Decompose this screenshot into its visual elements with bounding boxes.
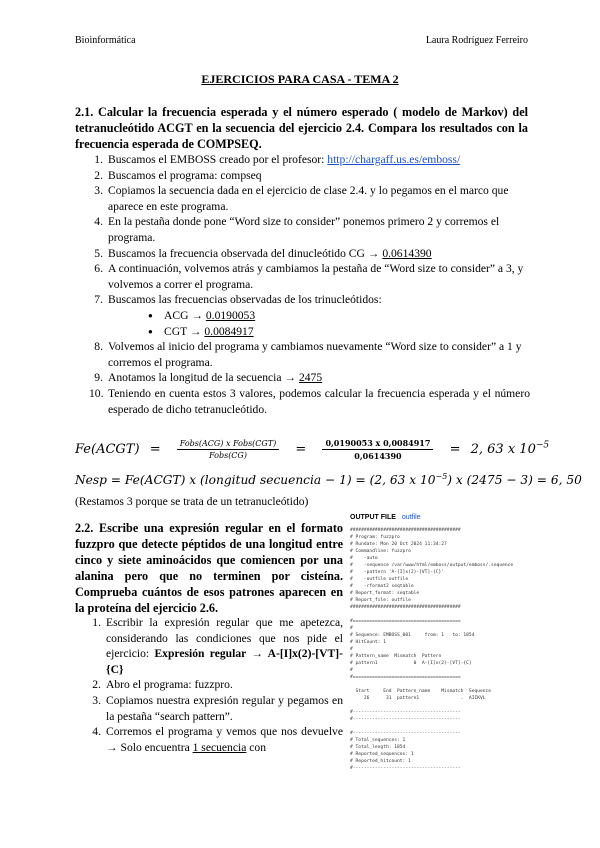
- output-file-label: OUTPUT FILE outfile: [350, 514, 421, 521]
- output-line: # -rformat2 seqtable: [350, 584, 414, 589]
- section1-steps: [75, 152, 530, 417]
- output-line: #: [350, 668, 353, 673]
- list-item: 1. Buscamos el EMBOSS creado por el profesor: http://chargaff.us.es/emboss/: [94, 153, 461, 166]
- output-line: # pattern1 0 A-[I]x(2)-[VT]-{C}: [350, 661, 472, 666]
- output-line: # -auto: [350, 556, 378, 561]
- list-item: 6. A continuación, volvemos atrás y cambiamos la pestaña de “Word size to consider” a 3, y volvemos a correr el programa.: [94, 262, 524, 291]
- output-line: Start End Pattern_name Mismatch Sequence: [350, 689, 492, 694]
- list-item: 8. Volvemos al inicio del programa y cambiamos nuevamente “Word size to consider” a 1 y corremos el programa.: [94, 340, 522, 369]
- section2-heading: 2.2. Escribe una expresión regular en el formato fuzzpro que detecte péptidos de una longitud entre cinco y siete aminoácidos que comiencen por una alanina pero que no terminen por cisteína. Comprueba cuántos de esos patrones aparecen en la proteína del ejercicio 2.6.: [75, 521, 343, 615]
- section2-steps: [75, 615, 343, 755]
- output-line: # Rundate: Mon 20 Oct 2024 11:34:27: [350, 542, 447, 547]
- output-file-content: [350, 527, 530, 772]
- list-item: 10. Teniendo en cuenta estos 3 valores, podemos calcular la frecuencia esperada y el número esperado de dicho tetranucleótido.: [89, 386, 530, 416]
- output-line: # Report_file: outfile: [350, 598, 411, 603]
- header-left: Bioinformática: [75, 35, 136, 46]
- output-line: #---------------------------------------: [350, 731, 461, 736]
- output-line: #---------------------------------------: [350, 766, 461, 771]
- output-line: #---------------------------------------: [350, 710, 461, 715]
- outfile-link[interactable]: outfile: [401, 514, 421, 521]
- emboss-link[interactable]: http://chargaff.us.es/emboss/: [327, 153, 461, 166]
- output-line: #=======================================: [350, 619, 461, 624]
- output-line: # Commandline: fuzzpro: [350, 549, 411, 554]
- fraction-symbolic: $\frac{\text{Fobs(ACG) x Fobs(CGT)}}{\text{Fobs(CG)}}$: [177, 439, 280, 460]
- regex-expression: Expresión regular → A-[I]x(2)-[VT]-{C}: [106, 647, 343, 676]
- formula-note: (Restamos 3 porque se trata de un tetranucleótido): [75, 495, 309, 508]
- output-line: 26 31 pattern1 . AIIKVL: [350, 696, 486, 701]
- output-line: # Reported_hitcount: 1: [350, 759, 411, 764]
- output-line: # -sequence /var/www/html/emboss/output/emboss/.sequence: [350, 563, 514, 568]
- list-item: 9. Anotamos la longitud de la secuencia → 2475: [94, 371, 323, 385]
- fe-formula: Fe(ACGT) = $\frac{\text{Fobs(ACG) x Fobs(CGT)}}{\text{Fobs(CG)}}$ = $\frac{0,0190053 x 0,0084917}{0,0614390}$ = 2, 63 x $10^{-5}$: [75, 438, 550, 461]
- cg-frequency: 0.0614390: [382, 246, 432, 260]
- output-line: # HitCount: 1: [350, 640, 386, 645]
- list-item: 4. Corremos el programa y vemos que nos devuelve → Solo encuentra 1 secuencia con: [92, 725, 343, 754]
- output-line: [350, 681, 530, 688]
- fraction-numeric: $\frac{0,0190053 x 0,0084917}{0,0614390}$: [322, 438, 433, 461]
- output-line: # -pattern 'A-[I]x(2)-[VT]-{C}': [350, 570, 445, 575]
- output-line: [350, 611, 530, 618]
- output-file-panel: [350, 514, 530, 844]
- output-line: ########################################: [350, 528, 461, 533]
- list-item: ● CGT → 0.0084917: [148, 324, 530, 340]
- page-title: EJERCICIOS PARA CASA - TEMA 2: [201, 72, 399, 86]
- header-right: Laura Rodríguez Ferreiro: [425, 35, 528, 46]
- output-line: #: [350, 647, 353, 652]
- output-line: # Total_length: 1854: [350, 745, 406, 750]
- list-item: 5. Buscamos la frecuencia observada del dinucleótido CG → 0.0614390: [94, 246, 432, 260]
- list-item: 3. Copiamos nuestra expresión regular y pegamos en la pestaña “search pattern”.: [92, 693, 343, 723]
- list-item: 4. En la pestaña donde pone “Word size to consider” ponemos primero 2 y corremos el programa.: [94, 215, 500, 244]
- list-item: 2. Buscamos el programa: compseq: [94, 168, 262, 182]
- nesp-formula: Nesp = Fe(ACGT) x (longitud secuencia − 1) = (2, 63 x $10^{-5}$) x (2475 − 3) = 6, 50: [75, 472, 582, 488]
- output-line: # Program: fuzzpro: [350, 535, 400, 540]
- section1-heading: 2.1. Calcular la frecuencia esperada y el número esperado ( modelo de Markov) del tetranucleótido ACGT en la secuencia del ejercicio 2.4. Compara los resultados con la frecuencia esperada de COMPSEQ.: [75, 105, 528, 151]
- output-line: ########################################: [350, 605, 461, 610]
- list-item: 7. Buscamos las frecuencias observadas de los trinucleótidos: ● ACG → 0.0190053 ● CGT → 0.0084917: [75, 292, 530, 339]
- list-item: ● ACG → 0.0190053: [148, 308, 530, 324]
- output-line: # Sequence: EMBOSS_001 from: 1 to: 1854: [350, 633, 475, 638]
- output-line: # Reported_sequences: 1: [350, 752, 414, 757]
- list-item: 1. Escribir la expresión regular que me apetezca, considerando las condiciones que nos pide el ejercicio: Expresión regular → A-[I]x(2)-[VT]-{C}: [92, 616, 343, 676]
- output-line: # Report_format: seqtable: [350, 591, 420, 596]
- output-line: # Pattern_name Mismatch Pattern: [350, 654, 442, 659]
- trinucleotide-list: [108, 308, 530, 339]
- output-line: [350, 723, 530, 730]
- output-line: #: [350, 626, 353, 631]
- output-line: # -outfile outfile: [350, 577, 409, 582]
- output-line: #---------------------------------------: [350, 717, 461, 722]
- output-line: # Total_sequences: 1: [350, 738, 406, 743]
- output-line: [350, 702, 530, 709]
- sequence-length: 2475: [298, 371, 323, 385]
- output-line: #=======================================: [350, 675, 461, 680]
- list-item: 3. Copiamos la secuencia dada en el ejercicio de clase 2.4. y lo pegamos en el marco que aparece en este programa.: [94, 184, 509, 213]
- list-item: 2. Abro el programa: fuzzpro.: [92, 678, 233, 692]
